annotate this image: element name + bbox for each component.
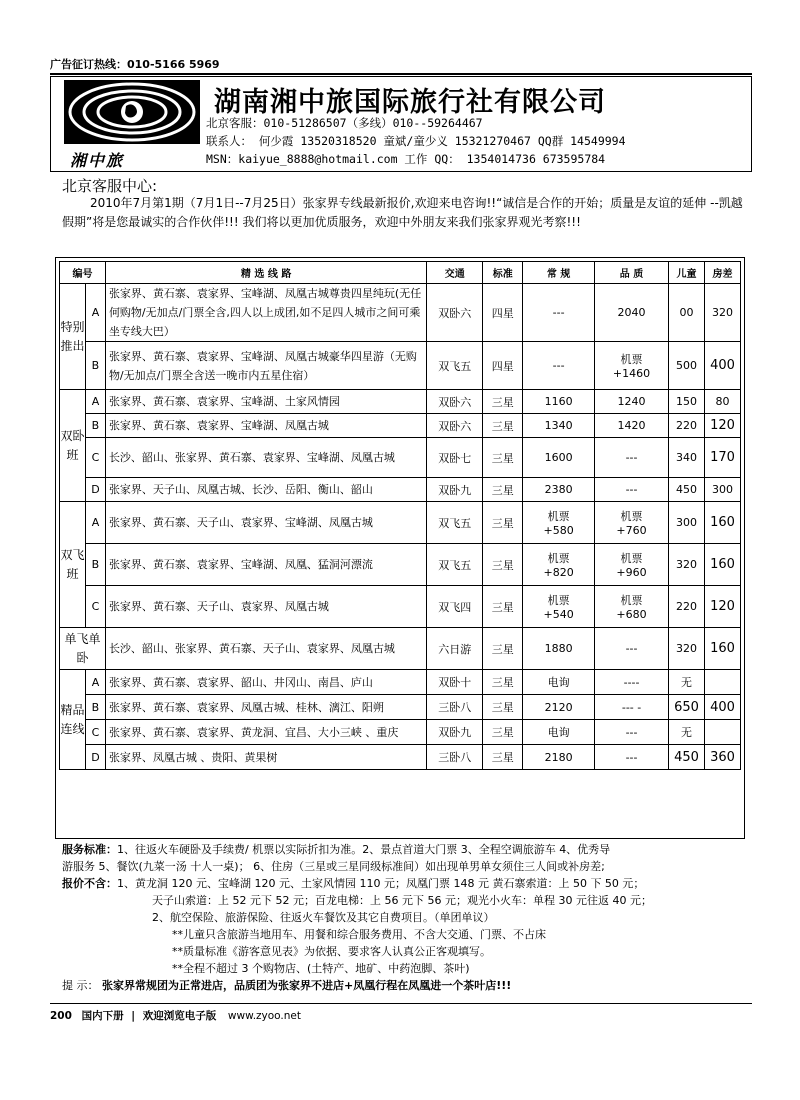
excluded-text: 1、黄龙洞 120 元、宝峰湖 120 元、土家风情园 110 元；凤凰门票 148 元 黄石寨索道：上 50 下 50 元；	[117, 877, 645, 890]
table-row	[60, 414, 741, 438]
table-row	[60, 478, 741, 502]
ad-hotline: 广告征订热线：010-5166 5969	[50, 58, 220, 71]
quality-price	[595, 502, 669, 544]
child-price: 450	[669, 478, 705, 502]
table-row	[60, 720, 741, 745]
transport-type: 六日游	[427, 628, 483, 670]
room-supplement: 400	[704, 695, 740, 720]
child-price: 650	[669, 695, 705, 720]
page-number: 200	[50, 1010, 72, 1022]
quality-note: **质量标准《游客意见表》为依据、要求客人认真公正客观填写。	[172, 945, 491, 958]
transport-type: 双卧九	[427, 720, 483, 745]
room-supplement: 300	[704, 478, 740, 502]
transport-type: 双卧十	[427, 670, 483, 695]
table-row	[60, 586, 741, 628]
room-supplement: 170	[704, 438, 740, 478]
quality-price: ----	[595, 670, 669, 695]
hotel-standard: 三星	[483, 390, 523, 414]
route-description: 张家界、凤凰古城 、贵阳、黄果树	[105, 745, 426, 770]
transport-type: 双卧七	[427, 438, 483, 478]
tip-label: 提 示：	[62, 979, 99, 992]
child-price: 320	[669, 544, 705, 586]
ticket-surcharge: +680	[616, 608, 647, 621]
col-header-route: 精 选 线 路	[105, 262, 426, 284]
col-header-regular: 常 规	[523, 262, 595, 284]
hotel-standard: 四星	[483, 342, 523, 390]
quality-price: ---	[595, 438, 669, 478]
route-code: A	[85, 670, 105, 695]
quality-price: 1240	[595, 390, 669, 414]
quality-price: 2040	[595, 284, 669, 342]
top-rule	[50, 73, 752, 75]
route-code: C	[85, 586, 105, 628]
room-supplement: 160	[704, 502, 740, 544]
child-price: 无	[669, 670, 705, 695]
ticket-label: 机票	[620, 594, 643, 607]
hotel-standard: 三星	[483, 695, 523, 720]
quality-price: 1420	[595, 414, 669, 438]
regular-price: 电询	[523, 720, 595, 745]
footer: 200 国内下册 | 欢迎浏览电子版 www.zyoo.net	[50, 1010, 301, 1022]
hotel-standard: 三星	[483, 438, 523, 478]
ticket-label: 机票	[547, 510, 570, 523]
room-supplement: 160	[704, 628, 740, 670]
route-description: 张家界、天子山、凤凰古城、长沙、岳阳、衡山、韶山	[105, 478, 426, 502]
table-row	[60, 628, 741, 670]
group-name: 单飞单卧	[60, 628, 106, 670]
route-code: D	[85, 478, 105, 502]
col-header-transport: 交通	[427, 262, 483, 284]
col-header-quality: 品 质	[595, 262, 669, 284]
routes-table	[59, 261, 741, 770]
route-description: 张家界、黄石寨、天子山、袁家界、凤凰古城	[105, 586, 426, 628]
quality-price	[595, 342, 669, 390]
child-price: 220	[669, 586, 705, 628]
route-description: 张家界、黄石寨、袁家界、凤凰古城、桂林、漓江、阳朔	[105, 695, 426, 720]
room-supplement: 360	[704, 745, 740, 770]
group-name: 双飞班	[60, 502, 86, 628]
shopping-note: **全程不超过 3 个购物店、(土特产、地矿、中药泡脚、茶叶)	[172, 962, 470, 975]
col-header-room: 房差	[704, 262, 740, 284]
group-name: 双卧班	[60, 390, 86, 502]
company-name: 湖南湘中旅国际旅行社有限公司	[214, 87, 606, 118]
quality-price: ---	[595, 745, 669, 770]
excluded-label: 报价不含：	[62, 877, 117, 890]
service-standard-label: 服务标准：	[62, 843, 117, 856]
ticket-label: 机票	[620, 353, 643, 366]
intro-text: 2010年7月第1期（7月1日--7月25日）张家界专线最新报价,欢迎来电咨询!!“诚信是合作的开始；质量是友谊的延伸 --凯越假期”将是您最诚实的合作伙伴!!! 我们将以更加优质服务，欢迎中外朋友来我们张家界观光考察!!!	[62, 196, 743, 229]
hotel-standard: 四星	[483, 284, 523, 342]
table-row	[60, 670, 741, 695]
col-header-code: 编号	[60, 262, 106, 284]
room-supplement: 320	[704, 284, 740, 342]
ticket-surcharge: +580	[543, 524, 574, 537]
service-notes	[62, 841, 752, 994]
quality-price	[595, 586, 669, 628]
route-description: 张家界、黄石寨、袁家界、宝峰湖、凤凰古城	[105, 414, 426, 438]
room-supplement: 160	[704, 544, 740, 586]
excluded-line2: 天子山索道：上 52 元下 52 元；百龙电梯：上 56 元下 56 元；观光小火车：单程 30 元往返 40 元；	[152, 894, 652, 907]
route-code: C	[85, 438, 105, 478]
intro-paragraph	[62, 194, 748, 232]
hotel-standard: 三星	[483, 544, 523, 586]
ticket-label: 机票	[620, 552, 643, 565]
route-description: 张家界、黄石寨、袁家界、宝峰湖、凤凰、猛洞河漂流	[105, 544, 426, 586]
child-note: **儿童只含旅游当地用车、用餐和综合服务费用、不含大交通、门票、不占床	[172, 928, 546, 941]
hotel-standard: 三星	[483, 502, 523, 544]
transport-type: 双飞四	[427, 586, 483, 628]
ticket-surcharge: +540	[543, 608, 574, 621]
transport-type: 三卧八	[427, 695, 483, 720]
route-code: C	[85, 720, 105, 745]
table-row	[60, 390, 741, 414]
child-price: 340	[669, 438, 705, 478]
hotel-standard: 三星	[483, 414, 523, 438]
route-description: 张家界、黄石寨、袁家界、黄龙洞、宜昌、大小三峡 、重庆	[105, 720, 426, 745]
route-description: 张家界、黄石寨、天子山、袁家界、宝峰湖、凤凰古城	[105, 502, 426, 544]
regular-price: ---	[523, 342, 595, 390]
route-description: 张家界、黄石寨、袁家界、宝峰湖、凤凰古城尊贵四星纯玩(无任何购物/无加点/门票全含,四人以上成团,如不足四人城市之间可乘坐专线大巴）	[105, 284, 426, 342]
beijing-contact-line: 北京客服：010-51286507（多线）010--59264467	[206, 116, 483, 130]
child-price: 300	[669, 502, 705, 544]
route-description: 张家界、黄石寨、袁家界、宝峰湖、凤凰古城豪华四星游（无购物/无加点/门票全含送一晚市内五星住宿）	[105, 342, 426, 390]
logo-globe-icon	[64, 80, 200, 144]
room-supplement: 120	[704, 414, 740, 438]
hotel-standard: 三星	[483, 720, 523, 745]
footer-slogan: 欢迎浏览电子版	[142, 1010, 217, 1022]
route-description: 张家界、黄石寨、袁家界、宝峰湖、土家风情园	[105, 390, 426, 414]
transport-type: 三卧八	[427, 745, 483, 770]
child-price: 500	[669, 342, 705, 390]
transport-type: 双卧六	[427, 284, 483, 342]
regular-price: 2380	[523, 478, 595, 502]
child-price: 00	[669, 284, 705, 342]
room-supplement	[704, 670, 740, 695]
table-row	[60, 502, 741, 544]
regular-price: 1600	[523, 438, 595, 478]
tip-text: 张家界常规团为正常进店，品质团为张家界不进店+凤凰行程在凤凰进一个茶叶店!!!	[102, 979, 512, 992]
child-price: 150	[669, 390, 705, 414]
route-code: B	[85, 414, 105, 438]
transport-type: 双卧六	[427, 414, 483, 438]
child-price: 无	[669, 720, 705, 745]
route-code: B	[85, 342, 105, 390]
table-header-row	[60, 262, 741, 284]
col-header-child: 儿童	[669, 262, 705, 284]
child-price: 220	[669, 414, 705, 438]
table-row	[60, 342, 741, 390]
contact-persons-line: 联系人： 何少霞 13520318520 童斌/童少义 15321270467 QQ群 14549994	[206, 134, 626, 148]
route-description: 长沙、韶山、张家界、黄石寨、袁家界、宝峰湖、凤凰古城	[105, 438, 426, 478]
regular-price: 2120	[523, 695, 595, 720]
footer-url: www.zyoo.net	[227, 1010, 301, 1022]
col-header-standard: 标准	[483, 262, 523, 284]
quality-price: ---	[595, 628, 669, 670]
route-code: B	[85, 544, 105, 586]
child-price: 450	[669, 745, 705, 770]
ticket-surcharge: +960	[616, 566, 647, 579]
regular-price	[523, 586, 595, 628]
ticket-surcharge: +820	[543, 566, 574, 579]
ticket-label: 机票	[620, 510, 643, 523]
hotel-standard: 三星	[483, 478, 523, 502]
regular-price: 2180	[523, 745, 595, 770]
excluded-line	[62, 875, 752, 892]
room-supplement: 80	[704, 390, 740, 414]
tip-line	[62, 977, 752, 994]
regular-price	[523, 544, 595, 586]
regular-price: 电询	[523, 670, 595, 695]
route-code: A	[85, 502, 105, 544]
route-code: B	[85, 695, 105, 720]
transport-type: 双卧九	[427, 478, 483, 502]
hotel-standard: 三星	[483, 586, 523, 628]
office-title: 北京客服中心:	[62, 177, 158, 195]
transport-type: 双飞五	[427, 342, 483, 390]
excluded-line3: 2、航空保险、旅游保险、往返火车餐饮及其它自费项目。（单团单议）	[152, 911, 495, 924]
route-code: D	[85, 745, 105, 770]
group-name: 精品连线	[60, 670, 86, 770]
regular-price: ---	[523, 284, 595, 342]
regular-price: 1160	[523, 390, 595, 414]
quality-price: --- -	[595, 695, 669, 720]
room-supplement: 400	[704, 342, 740, 390]
regular-price: 1880	[523, 628, 595, 670]
hotel-standard: 三星	[483, 628, 523, 670]
table-row	[60, 544, 741, 586]
route-description: 张家界、黄石寨、袁家界、韶山、井冈山、南昌、庐山	[105, 670, 426, 695]
room-supplement: 120	[704, 586, 740, 628]
quality-price: ---	[595, 478, 669, 502]
ticket-label: 机票	[547, 594, 570, 607]
route-code: A	[85, 284, 105, 342]
regular-price: 1340	[523, 414, 595, 438]
transport-type: 双飞五	[427, 502, 483, 544]
room-supplement	[704, 720, 740, 745]
msn-qq-line: MSN：kaiyue_8888@hotmail.com 工作 QQ： 1354014736 673595784	[206, 152, 606, 166]
section-name: 国内下册	[81, 1010, 124, 1022]
table-row	[60, 695, 741, 720]
ticket-surcharge: +760	[616, 524, 647, 537]
service-standard-line2: 游服务 5、餐饮(九菜一汤 十人一桌)； 6、住房（三星或三星同级标准间）如出现单男单女须住三人间或补房差;	[62, 860, 605, 873]
route-code: A	[85, 390, 105, 414]
footer-rule	[50, 1003, 752, 1004]
child-price: 320	[669, 628, 705, 670]
table-row	[60, 438, 741, 478]
regular-price	[523, 502, 595, 544]
route-description: 长沙、韶山、张家界、黄石寨、天子山、袁家界、凤凰古城	[105, 628, 426, 670]
table-row	[60, 284, 741, 342]
hotel-standard: 三星	[483, 670, 523, 695]
ticket-surcharge: +1460	[612, 367, 651, 380]
service-standard-text: 1、往返火车硬卧及手续费/ 机票以实际折扣为准。2、景点首道大门票 3、全程空调旅游车 4、优秀导	[117, 843, 611, 856]
quality-price: ---	[595, 720, 669, 745]
table-row	[60, 745, 741, 770]
service-standard-line	[62, 841, 752, 858]
hotel-standard: 三星	[483, 745, 523, 770]
transport-type: 双飞五	[427, 544, 483, 586]
logo-text: 湘中旅	[70, 151, 125, 170]
group-name: 特别推出	[60, 284, 86, 390]
quality-price	[595, 544, 669, 586]
ticket-label: 机票	[547, 552, 570, 565]
transport-type: 双卧六	[427, 390, 483, 414]
